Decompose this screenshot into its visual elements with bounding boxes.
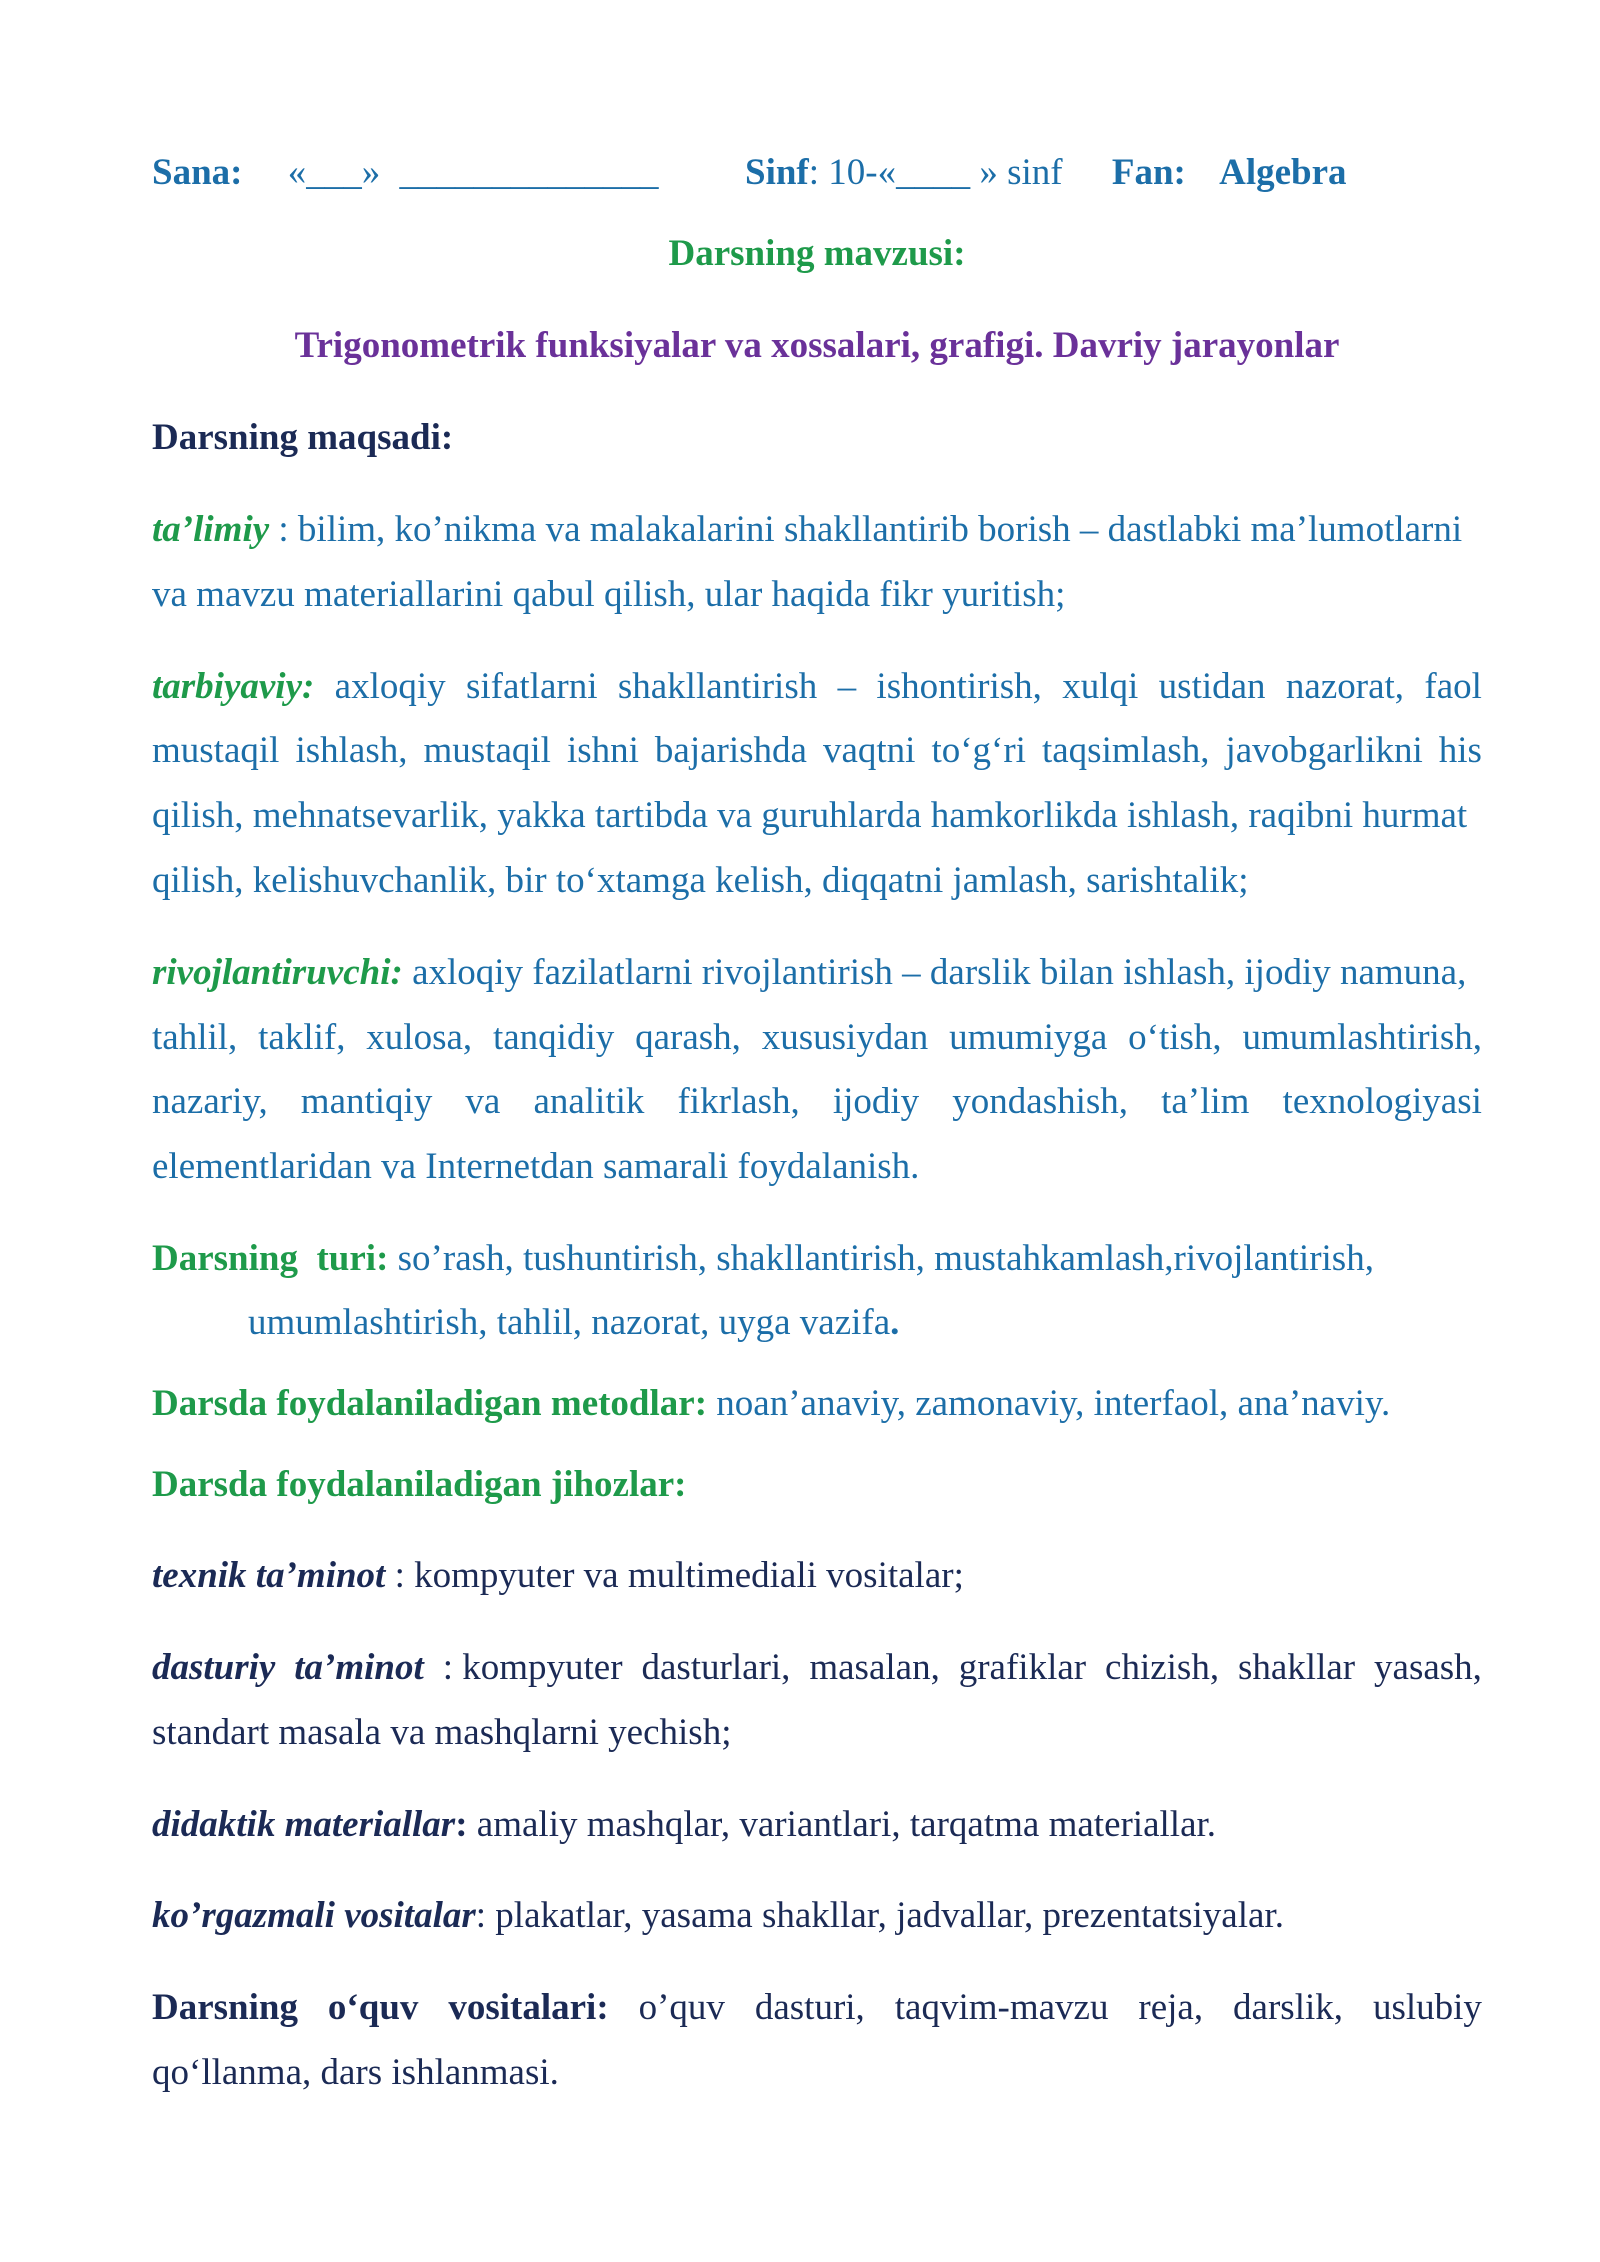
- talimiy-line-1: ta’limiy : bilim, ko’nikma va malakalarini shakllantirib borish – dastlabki ma’lumotlarni: [152, 509, 1463, 550]
- oquv-line-1: Darsning o‘quv vositalari: o’quv dasturi, taqvim-mavzu reja, darslik, uslubiy: [152, 1987, 1482, 2028]
- talimiy-term: ta’limiy: [152, 509, 270, 550]
- sinf-label: Sinf: [745, 152, 809, 193]
- didaktik-line: didaktik materiallar: amaliy mashqlar, variantlari, tarqatma materiallar.: [152, 1804, 1217, 1845]
- dasturiy-term-1: dasturiy: [152, 1647, 276, 1688]
- lesson-title: Trigonometrik funksiyalar va xossalari, grafigi. Davriy jarayonlar: [294, 325, 1340, 366]
- oquv-label-1: Darsning: [152, 1987, 298, 2028]
- tarbiyaviy-line-2: mustaqil ishlash, mustaqil ishni bajarishda vaqtni to‘g‘ri taqsimlash, javobgarlikni his: [152, 730, 1482, 771]
- texnik-term: texnik ta’minot: [152, 1555, 386, 1596]
- turi-line-1: Darsning turi: so’rash, tushuntirish, shakllantirish, mustahkamlash,rivojlantirish,: [152, 1238, 1374, 1279]
- texnik-line: texnik ta’minot : kompyuter va multimediali vositalar;: [152, 1555, 964, 1596]
- tarbiyaviy-line-1: tarbiyaviy: axloqiy sifatlarni shakllantirish – ishontirish, xulqi ustidan nazorat, faol: [152, 666, 1482, 707]
- sana-blank: ______________: [399, 152, 659, 193]
- header-row: [152, 153, 658, 193]
- rivojlantiruvchi-term: rivojlantiruvchi:: [152, 952, 403, 993]
- talimiy-line-2: va mavzu materiallarini qabul qilish, ular haqida fikr yuritish;: [152, 574, 1066, 615]
- sinf-value: : 10-«____ » sinf: [808, 152, 1063, 193]
- dasturiy-term-2: ta’minot: [294, 1647, 424, 1688]
- didaktik-term: didaktik materiallar: [152, 1804, 456, 1845]
- tarbiyaviy-term: tarbiyaviy:: [152, 666, 315, 707]
- oquv-label-2: o‘quv: [327, 1987, 419, 2028]
- fan-label: Fan:: [1111, 152, 1186, 193]
- rivojlantiruvchi-line-3: nazariy, mantiqiy va analitik fikrlash, ijodiy yondashish, ta’lim texnologiyasi: [152, 1081, 1482, 1122]
- rivojlantiruvchi-line-4: elementlaridan va Internetdan samarali foydalanish.: [152, 1146, 920, 1187]
- sana-day: «___»: [287, 152, 381, 193]
- fan-value: Algebra: [1219, 152, 1347, 193]
- maqsad-label: Darsning maqsadi:: [152, 417, 454, 458]
- mavzu-label: Darsning mavzusi:: [668, 233, 966, 274]
- metodlar-label: Darsda foydalaniladigan metodlar:: [152, 1383, 708, 1424]
- sinf-field: [745, 153, 1347, 193]
- sana-label: Sana:: [152, 152, 243, 193]
- oquv-label-3: vositalari:: [448, 1987, 609, 2028]
- rivojlantiruvchi-line-2: tahlil, taklif, xulosa, tanqidiy qarash, xususiydan umumiyga o‘tish, umumlashtirish,: [152, 1017, 1482, 1058]
- turi-label: Darsning turi:: [152, 1238, 389, 1279]
- dasturiy-line-2: standart masala va mashqlarni yechish;: [152, 1712, 732, 1753]
- oquv-line-2: qo‘llanma, dars ishlanmasi.: [152, 2052, 559, 2093]
- metodlar-line: Darsda foydalaniladigan metodlar: noan’anaviy, zamonaviy, interfaol, ana’naviy.: [152, 1383, 1391, 1424]
- tarbiyaviy-line-4: qilish, kelishuvchanlik, bir to‘xtamga kelish, diqqatni jamlash, sarishtalik;: [152, 860, 1249, 901]
- turi-line-2: umumlashtirish, tahlil, nazorat, uyga vazifa.: [248, 1302, 900, 1343]
- rivojlantiruvchi-line-1: rivojlantiruvchi: axloqiy fazilatlarni rivojlantirish – darslik bilan ishlash, ijodiy namuna,: [152, 952, 1467, 993]
- tarbiyaviy-line-3: qilish, mehnatsevarlik, yakka tartibda va guruhlarda hamkorlikda ishlash, raqibni hurmat: [152, 795, 1468, 836]
- korgazmali-term: ko’rgazmali vositalar: [152, 1895, 476, 1936]
- korgazmali-line: ko’rgazmali vositalar: plakatlar, yasama shakllar, jadvallar, prezentatsiyalar.: [152, 1895, 1284, 1936]
- jihozlar-label: Darsda foydalaniladigan jihozlar:: [152, 1464, 687, 1505]
- dasturiy-line-1: dasturiy ta’minot : kompyuter dasturlari, masalan, grafiklar chizish, shakllar yasash,: [152, 1647, 1482, 1688]
